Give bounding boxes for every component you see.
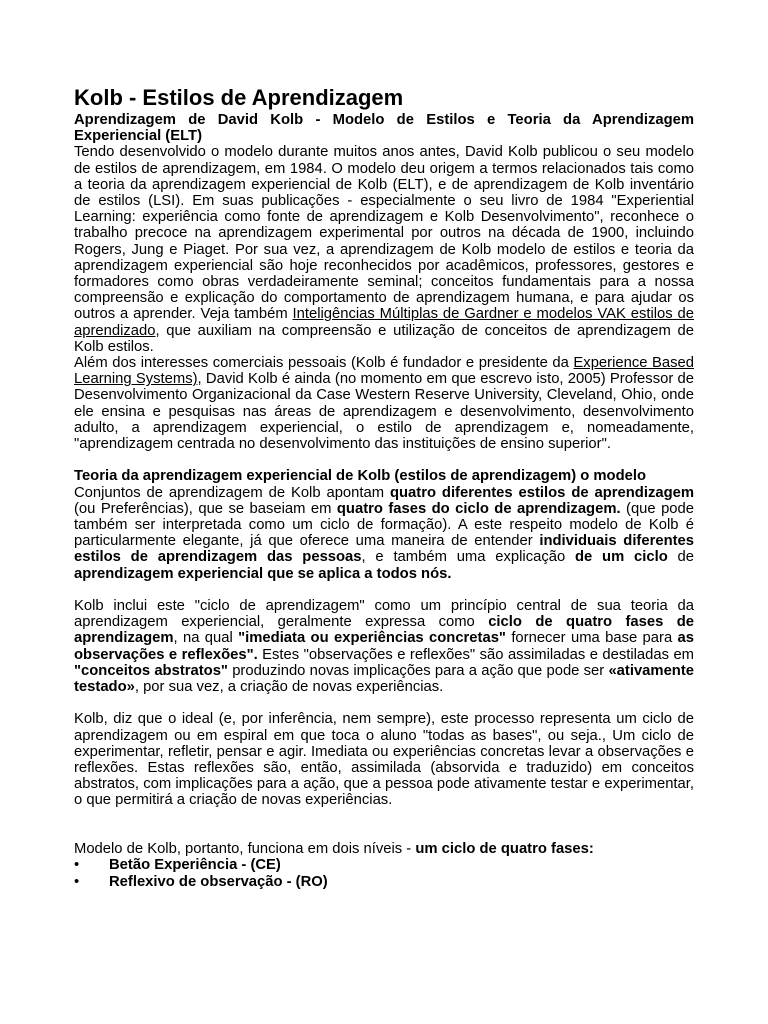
spacer xyxy=(74,695,694,711)
experience-based-learning-link[interactable]: Experience Based Learning Systems), xyxy=(74,355,694,388)
page-subtitle: Aprendizagem de David Kolb - Modelo de Estilos e Teoria da Aprendizagem Experiencial (ELT) xyxy=(74,112,694,145)
list-item: • Betão Experiência - (CE) xyxy=(74,856,281,873)
paragraph-kolb-background: Além dos interesses comerciais pessoais (Kolb é fundador e presidente da Experience Based Learning Systems), David Kolb é ainda (no momento em que escrevo isto, 2005) Professor de Desenvolvimento Organizacional da Case Western Reserve University, Cleveland, Ohio, onde ele ensina e pesquisas nas áreas de aprendizagem e desenvolvimento, desenvolvimento adulto, a aprendizagem experiencial, o estilo de aprendizagem e, nomeadamente, "aprendizagem centrada no desenvolvimento das instituições de ensino superior". xyxy=(74,355,694,453)
paragraph-two-levels: Modelo de Kolb, portanto, funciona em dois níveis - um ciclo de quatro fases: xyxy=(74,840,594,857)
section-heading: Teoria da aprendizagem experiencial de Kolb (estilos de aprendizagem) o modelo xyxy=(74,468,647,485)
paragraph-intro: Tendo desenvolvido o modelo durante muitos anos antes, David Kolb publicou o seu modelo de estilos de aprendizagem, em 1984. O modelo deu origem a termos relacionados tais como a teoria da aprendizagem experiencial de Kolb (ELT), e de aprendizagem de Kolb inventário de estilos (LSI). Em suas publicações - especialmente o seu livro de 1984 "Experiential Learning: experiência como fonte de aprendizagem e Kolb Desenvolvimento", reconhece o trabalho precoce na aprendizagem experimental por outros na década de 1900, incluindo Rogers, Jung e Piaget. Por sua vez, a aprendizagem de Kolb modelo de estilos e teoria da aprendizagem experiencial são hoje reconhecidos por acadêmicos, professores, gestores e formadores como obras verdadeiramente seminal; conceitos fundamentais para a nossa compreensão e explicação do comportamento de aprendizagem humana, e para ajudar os outros a aprender. Veja também Inteligências Múltiplas de Gardner e modelos VAK estilos de aprendizado, que auxiliam na compreensão e utilização de conceitos de aprendizagem de Kolb estilos. xyxy=(74,144,695,355)
bullet-icon: • xyxy=(74,856,80,873)
spacer xyxy=(74,809,694,841)
paragraph-learning-styles: Conjuntos de aprendizagem de Kolb apontam quatro diferentes estilos de aprendizagem (ou Preferências), que se baseiam em quatro fases do ciclo de aprendizagem. (que pode também ser interpretada como um ciclo de formação). A este respeito modelo de Kolb é particularmente elegante, já que oferece uma maneira de entender individuais diferentes estilos de aprendizagem das pessoas, e também uma explicação de um ciclo de aprendizagem experiencial que se aplica a todos nós. xyxy=(74,484,694,582)
gardner-vak-link[interactable]: Inteligências Múltiplas de Gardner e modelos VAK estilos de aprendizado, xyxy=(74,306,695,339)
paragraph-learning-cycle: Kolb inclui este "ciclo de aprendizagem" como um princípio central de sua teoria da aprendizagem experiencial, geralmente expressa como ciclo de quatro fases de aprendizagem, na qual "imediata ou experiências concretas" fornecer uma base para as observações e reflexões". Estes "observações e reflexões" são assimiladas e destiladas em "conceitos abstratos" produzindo novas implicações para a ação que pode ser «ativamente testado», por sua vez, a criação de novas experiências. xyxy=(74,598,695,696)
four-stage-list xyxy=(74,857,694,891)
page-title: Kolb - Estilos de Aprendizagem xyxy=(74,85,404,110)
bullet-icon: • xyxy=(74,873,80,890)
list-item: • Reflexivo de observação - (RO) xyxy=(74,873,328,890)
spacer xyxy=(74,582,694,598)
document-body xyxy=(74,84,694,891)
spacer xyxy=(74,452,694,468)
paragraph-ideal-cycle: Kolb, diz que o ideal (e, por inferência, nem sempre), este processo representa um ciclo de aprendizagem ou em espiral em que toca o aluno "todas as bases", ou seja., Um ciclo de experimentar, refletir, pensar e agir. Imediata ou experiências concretas levar a observações e reflexões. Estas reflexões são, então, assimilada (absorvida e traduzido) em conceitos abstratos, com implicações para a ação, que a pessoa pode ativamente testar e experimentar, o que permitirá a criação de novas experiências. xyxy=(74,711,694,809)
